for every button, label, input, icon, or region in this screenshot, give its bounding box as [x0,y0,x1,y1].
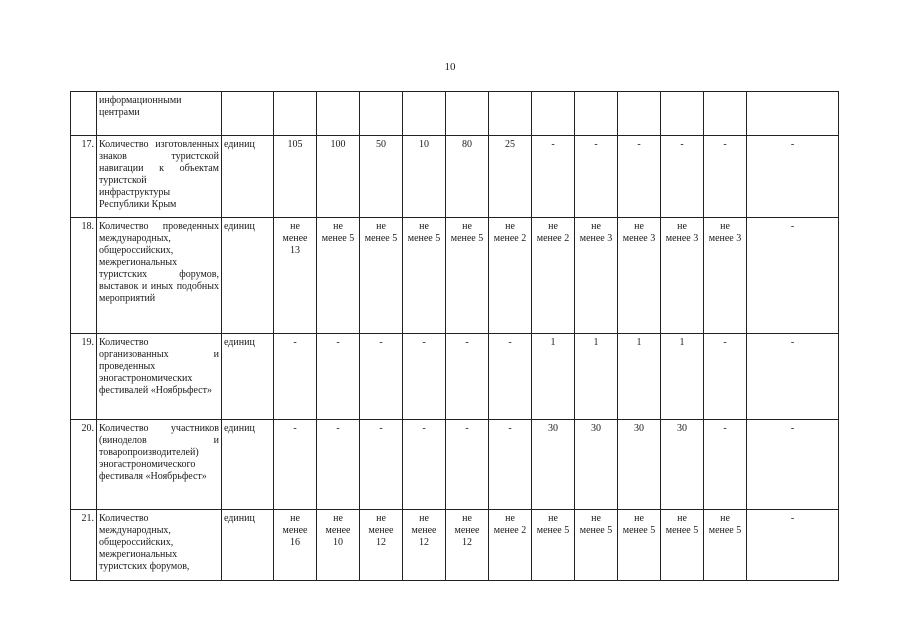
indicator-name: Количество организованных и проведенных эногастрономических фестивалей «Ноябрьфест» [99,337,219,396]
value-text: не менее 5 [407,221,441,244]
page-number: 10 [444,61,456,73]
value-cell [532,136,575,218]
value-text: не менее 2 [536,221,570,244]
value-text: не менее 3 [665,221,699,244]
value-text: не менее 5 [622,513,656,536]
value-cell [704,420,747,510]
value-cell [575,420,618,510]
value-cell [747,92,839,136]
value-text: 1 [636,337,642,348]
value-text: 1 [679,337,685,348]
table-row [71,136,839,218]
value-cell [446,334,489,420]
value-text: - [723,337,727,348]
value-text: - [293,337,297,348]
unit-of-measure: единиц [222,218,274,334]
value-text: не менее 3 [579,221,613,244]
value-text: 30 [634,423,644,434]
value-text: - [680,139,684,150]
indicator-name-cell [97,92,222,136]
unit-of-measure: единиц [222,334,274,420]
value-cell [360,92,403,136]
value-text: - [790,423,795,434]
value-text: не менее 5 [321,221,355,244]
value-cell [446,420,489,510]
value-text: - [422,423,426,434]
table-row [71,334,839,420]
value-text: 1 [593,337,599,348]
value-text: не менее 5 [536,513,570,536]
value-text: не менее 12 [411,513,437,548]
value-text: - [422,337,426,348]
indicator-name-cell [97,218,222,334]
value-text: - [465,423,469,434]
value-text: - [293,423,297,434]
value-text: 30 [591,423,601,434]
value-text: не менее 5 [450,221,484,244]
value-cell [489,510,532,581]
value-cell [704,136,747,218]
value-text: - [637,139,641,150]
value-text: - [379,423,383,434]
value-cell [274,92,317,136]
value-cell [360,334,403,420]
value-text: - [465,337,469,348]
row-number: 20. [71,420,97,510]
unit-of-measure: единиц [222,136,274,218]
value-cell [661,420,704,510]
value-cell [747,510,839,581]
indicator-name-cell [97,420,222,510]
value-cell [618,420,661,510]
value-cell [532,92,575,136]
value-cell [403,136,446,218]
value-cell [274,510,317,581]
value-cell [403,92,446,136]
value-cell [747,420,839,510]
value-cell [661,334,704,420]
value-cell [403,420,446,510]
value-cell [704,218,747,334]
value-cell [274,334,317,420]
value-cell [446,218,489,334]
value-text: - [336,337,340,348]
value-text: 80 [462,139,472,150]
value-cell [532,218,575,334]
value-cell [489,218,532,334]
value-cell [618,334,661,420]
unit-of-measure: единиц [222,420,274,510]
value-text: - [790,337,795,348]
indicator-name-cell [97,136,222,218]
value-cell [532,510,575,581]
value-cell [661,136,704,218]
value-cell [317,420,360,510]
value-cell [360,218,403,334]
row-number [71,92,97,136]
value-text: не менее 5 [579,513,613,536]
value-text: 1 [550,337,556,348]
indicator-name: Количество международных, общероссийских, межрегиональных туристских форумов, [99,513,190,572]
value-cell [575,510,618,581]
indicator-name: Количество участников (виноделов и товаропроизводителей) эногастрономического фестиваля «Ноябрьфест» [99,423,219,482]
value-cell [360,420,403,510]
value-text: 105 [287,139,303,150]
value-cell [747,136,839,218]
row-number: 18. [71,218,97,334]
value-cell [747,218,839,334]
table-row [71,510,839,581]
row-number: 21. [71,510,97,581]
unit-of-measure: единиц [222,510,274,581]
unit-of-measure [222,92,274,136]
value-text: 100 [330,139,346,150]
value-text: - [508,337,512,348]
value-text: 50 [376,139,386,150]
value-cell [618,510,661,581]
value-text: - [594,139,598,150]
value-text: не менее 3 [622,221,656,244]
value-cell [747,334,839,420]
value-text: не менее 10 [325,513,351,548]
value-text: не менее 5 [708,513,742,536]
value-cell [532,420,575,510]
value-cell [661,218,704,334]
table-row [71,420,839,510]
row-number: 17. [71,136,97,218]
value-text: не менее 5 [364,221,398,244]
value-cell [661,510,704,581]
value-cell [575,218,618,334]
indicator-name: Количество проведенных международных, общероссийских, межрегиональных туристских форумов, выставок и иных подобных мероприятий [99,221,219,304]
value-cell [661,92,704,136]
value-text: 25 [505,139,515,150]
value-text: не менее 13 [282,221,308,256]
value-text: - [508,423,512,434]
value-cell [360,510,403,581]
value-text: не менее 16 [282,513,308,548]
value-cell [274,218,317,334]
value-cell [575,136,618,218]
value-text: не менее 12 [454,513,480,548]
value-cell [360,136,403,218]
indicator-name: информационными центрами [99,95,182,118]
value-cell [446,510,489,581]
value-text: не менее 5 [665,513,699,536]
value-cell [532,334,575,420]
value-cell [317,334,360,420]
value-cell [704,510,747,581]
value-cell [317,510,360,581]
value-text: - [790,139,795,150]
value-text: 10 [419,139,429,150]
value-text: - [790,221,795,232]
value-text: - [551,139,555,150]
value-cell [618,218,661,334]
row-number: 19. [71,334,97,420]
value-cell [446,136,489,218]
value-cell [618,92,661,136]
value-cell [317,218,360,334]
value-cell [489,334,532,420]
indicator-name-cell [97,510,222,581]
value-text: не менее 2 [493,221,527,244]
table-row [71,218,839,334]
value-cell [575,92,618,136]
value-cell [618,136,661,218]
value-cell [317,136,360,218]
value-cell [317,92,360,136]
value-cell [489,420,532,510]
value-cell [489,136,532,218]
value-cell [274,420,317,510]
value-cell [446,92,489,136]
value-cell [403,218,446,334]
value-cell [704,92,747,136]
value-text: - [379,337,383,348]
value-text: 30 [677,423,687,434]
value-cell [274,136,317,218]
value-text: - [723,139,727,150]
value-cell [575,334,618,420]
value-text: - [336,423,340,434]
value-cell [704,334,747,420]
indicator-name: Количество изготовленных знаков туристской навигации к объектам туристской инфраструктуры Республики Крым [99,139,219,210]
value-cell [403,334,446,420]
value-text: не менее 2 [493,513,527,536]
value-cell [489,92,532,136]
value-cell [403,510,446,581]
value-text: - [790,513,795,524]
value-text: 30 [548,423,558,434]
table-row [71,92,839,136]
value-text: не менее 12 [368,513,394,548]
value-text: - [723,423,727,434]
indicator-name-cell [97,334,222,420]
value-text: не менее 3 [708,221,742,244]
indicators-table [70,91,839,581]
